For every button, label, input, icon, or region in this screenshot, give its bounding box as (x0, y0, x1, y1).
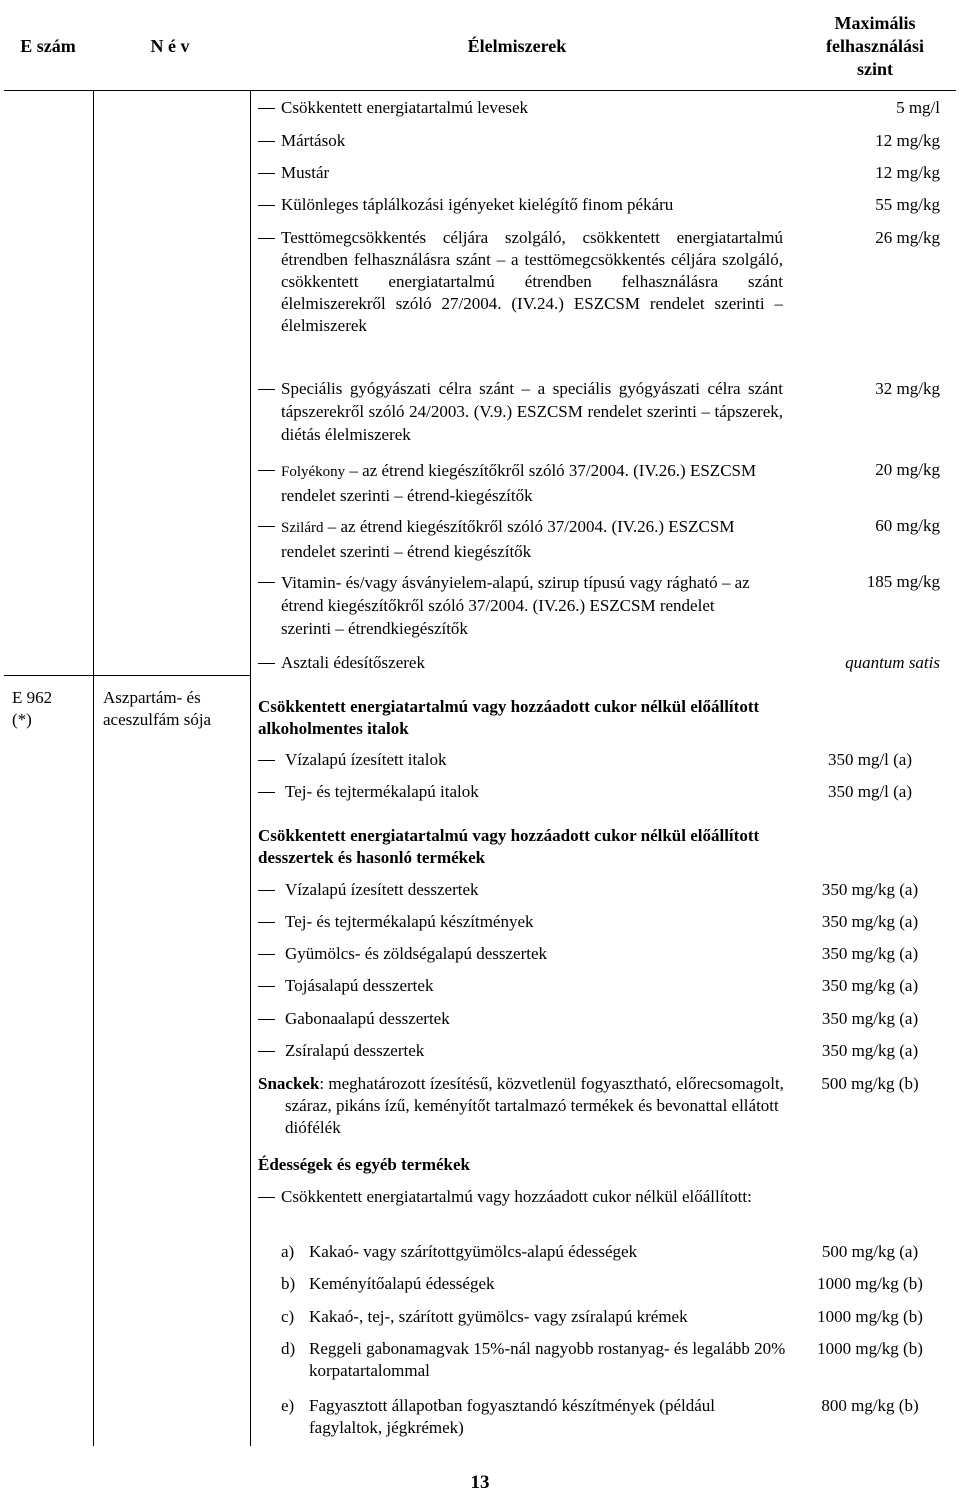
food-item (281, 515, 783, 563)
max-level-value: 5 mg/l (896, 98, 940, 117)
max-level-value: 12 mg/kg (875, 131, 940, 150)
max-level-value: 185 mg/kg (866, 572, 940, 591)
food-item: Speciális gyógyászati célra szánt – a speciális gyógyászati célra szánt tápszerekről szóló 24/2003. (V.9.) ESZCSM rendelet szerinti – tápszerek, diétás élelmiszerek (281, 379, 783, 444)
section-title: Édességek és egyéb termékek (258, 1155, 470, 1174)
col-header-foods: Élelmiszerek (467, 36, 567, 56)
dash-icon (258, 238, 275, 239)
section-title: Csökkentett energiatartalmú vagy hozzáadott cukor nélkül előállított desszertek és hasonló termékek (258, 826, 760, 867)
row-separator (4, 675, 250, 676)
list-letter: a) (281, 1242, 295, 1261)
max-level-value: 26 mg/kg (875, 228, 940, 247)
food-item: Keményítőalapú édességek (309, 1274, 495, 1293)
food-item: Mustár (281, 163, 330, 182)
dash-icon (258, 986, 275, 987)
sweets-intro: Csökkentett energiatartalmú vagy hozzáadott cukor nélkül előállított: (281, 1187, 752, 1206)
section-title: Csökkentett energiatartalmú vagy hozzáadott cukor nélkül előállított alkoholmentes italok (258, 697, 760, 738)
food-item: Tej- és tejtermékalapú készítmények (285, 912, 534, 931)
col-header-max-line2: felhasználási (825, 36, 924, 56)
max-level-value: quantum satis (845, 653, 940, 672)
e-number-code: E 962 (12, 688, 53, 707)
dash-icon (258, 890, 275, 891)
snacks-item (258, 1073, 805, 1139)
col-header-max-line3: szint (857, 59, 893, 79)
max-level-value: 55 mg/kg (875, 195, 940, 214)
form-prefix: Szilárd (281, 520, 324, 536)
dash-icon (258, 663, 275, 664)
col-header-name: N é v (150, 36, 190, 56)
col-header-max-line1: Maximális (834, 13, 916, 33)
dash-icon (258, 760, 275, 761)
dash-icon (258, 389, 275, 390)
dash-icon (258, 141, 275, 142)
food-item: Tej- és tejtermékalapú italok (285, 782, 479, 801)
snacks-label: Snackek (258, 1074, 320, 1093)
list-letter: b) (281, 1274, 296, 1293)
header-rule (4, 90, 956, 91)
max-level-value: 350 mg/kg (a) (821, 944, 919, 963)
food-item: Fagyasztott állapotban fogyasztandó készítmények (például fagylaltok, jégkrémek) (309, 1396, 715, 1437)
e-number-note: (*) (12, 710, 32, 729)
col-header-e-number: E szám (20, 36, 76, 56)
max-level-value: 1000 mg/kg (b) (817, 1274, 923, 1293)
food-item: Reggeli gabonamagvak 15%-nál nagyobb rostanyag- és legalább 20% korpatartalommal (309, 1339, 786, 1380)
food-item (281, 459, 783, 507)
max-level-value: 500 mg/kg (a) (821, 1242, 919, 1261)
food-item: Gabonaalapú desszertek (285, 1009, 450, 1028)
food-item: Asztali édesítőszerek (281, 653, 425, 672)
max-level-value: 350 mg/kg (a) (821, 976, 919, 995)
list-letter: e) (281, 1396, 295, 1415)
dash-icon (258, 1197, 275, 1198)
e-number (12, 687, 90, 731)
dash-icon (258, 108, 275, 109)
max-level-value: 350 mg/kg (a) (821, 1041, 919, 1060)
food-item-text: – az étrend kiegészítőkről szóló 37/2004. (IV.26.) ESZCSM rendelet szerinti – étrend kiegészítők (281, 517, 735, 561)
dash-icon (258, 173, 275, 174)
max-level-value: 350 mg/kg (a) (821, 1009, 919, 1028)
max-level-value: 60 mg/kg (875, 516, 940, 535)
list-letter: d) (281, 1339, 296, 1358)
max-level-value: 500 mg/kg (b) (821, 1074, 919, 1093)
food-item: Gyümölcs- és zöldségalapú desszertek (285, 944, 547, 963)
list-letter: c) (281, 1307, 295, 1326)
food-item: Vitamin- és/vagy ásványielem-alapú, szirup típusú vagy rágható – az étrend kiegészítőkről szóló 37/2004. (IV.26.) ESZCSM rendelet szerinti – étrendkiegészítők (281, 573, 750, 638)
max-level-value: 1000 mg/kg (b) (817, 1307, 923, 1326)
food-item: Kakaó- vagy szárítottgyümölcs-alapú édességek (309, 1242, 638, 1261)
col-header-max-level (800, 12, 950, 81)
dash-icon (258, 954, 275, 955)
dash-icon (258, 792, 275, 793)
dash-icon (258, 1051, 275, 1052)
max-level-value: 350 mg/kg (a) (821, 912, 919, 931)
food-item: Vízalapú ízesített desszertek (285, 880, 479, 899)
max-level-value: 800 mg/kg (b) (821, 1396, 919, 1415)
food-item: Testtömegcsökkentés céljára szolgáló, csökkentett energiatartalmú étrendben felhasználásra szánt – a testtömegcsökkentés céljára szolgáló, csökkentett energiatartalmú étrendben felhasználásra szánt élelmiszerekről szóló 27/2004. (IV.24.) ESZCSM rendelet szerinti – élelmiszerek (281, 228, 783, 335)
food-item: Zsíralapú desszertek (285, 1041, 425, 1060)
food-item: Mártások (281, 131, 346, 150)
max-level-value: 350 mg/l (a) (827, 782, 913, 801)
food-item: Kakaó-, tej-, szárított gyümölcs- vagy zsíralapú krémek (309, 1307, 688, 1326)
form-prefix: Folyékony (281, 464, 346, 480)
col-divider-2 (250, 90, 251, 1446)
food-item-text: – az étrend kiegészítőkről szóló 37/2004. (IV.26.) ESZCSM rendelet szerinti – étrend-kiegészítők (281, 461, 757, 505)
food-item: Tojásalapú desszertek (285, 976, 434, 995)
col-divider-1 (93, 90, 94, 1446)
dash-icon (258, 526, 275, 527)
max-level-value: 20 mg/kg (875, 460, 940, 479)
max-level-value: 1000 mg/kg (b) (817, 1339, 923, 1358)
dash-icon (258, 922, 275, 923)
max-level-value: 12 mg/kg (875, 163, 940, 182)
max-level-value: 350 mg/l (a) (827, 750, 913, 769)
food-item: Különleges táplálkozási igényeket kielégítő finom pékáru (281, 195, 674, 214)
snacks-text: : meghatározott ízesítésű, közvetlenül fogyasztható, előrecsomagolt, száraz, pikáns ízű, keményítőt tartalmazó termékek és bevonattal ellátott diófélék (285, 1074, 784, 1137)
dash-icon (258, 205, 275, 206)
page-number: 13 (470, 1472, 490, 1493)
max-level-value: 350 mg/kg (a) (821, 880, 919, 899)
max-level-value: 32 mg/kg (875, 379, 940, 398)
food-item: Vízalapú ízesített italok (285, 750, 447, 769)
additive-name: Aszpartám- és aceszulfám sója (103, 688, 212, 729)
food-item: Csökkentett energiatartalmú levesek (281, 98, 529, 117)
dash-icon (258, 470, 275, 471)
dash-icon (258, 582, 275, 583)
dash-icon (258, 1019, 275, 1020)
